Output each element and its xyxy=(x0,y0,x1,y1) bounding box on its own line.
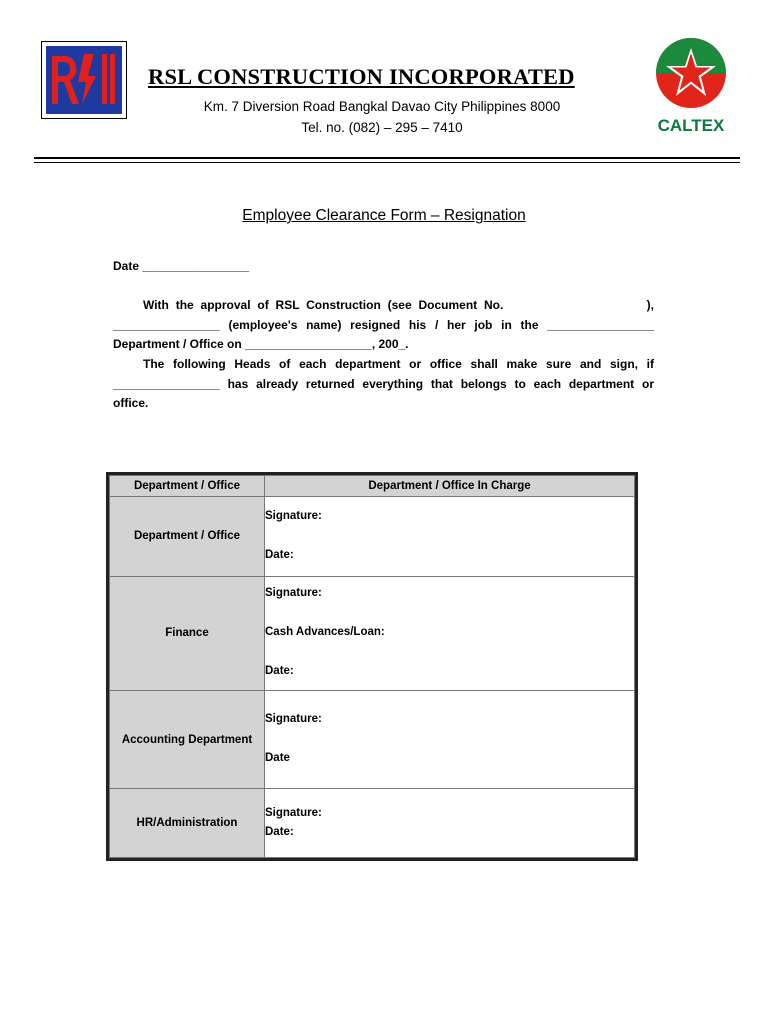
instructions-paragraph xyxy=(113,355,654,414)
department-cell: Finance xyxy=(110,576,265,690)
department-cell: HR/Administration xyxy=(110,789,265,858)
table-row xyxy=(110,690,635,789)
clearance-table xyxy=(106,472,638,861)
signature-label: Signature: xyxy=(265,510,322,523)
department-cell: Department / Office xyxy=(110,497,265,577)
table-row xyxy=(110,576,635,690)
paragraph-line: The following Heads of each department or office shall make sure and sign, if xyxy=(143,357,654,371)
signature-cell[interactable] xyxy=(265,497,635,577)
rsl-logo-icon xyxy=(41,41,127,119)
paragraph-line: Department / Office on ___________________, 200_. xyxy=(113,337,409,352)
company-address: Km. 7 Diversion Road Bangkal Davao City Philippines 8000 xyxy=(203,99,561,114)
signature-label: Signature: xyxy=(265,587,322,600)
date-field: Date ________________ xyxy=(113,259,250,273)
caltex-star-icon xyxy=(648,36,734,136)
paragraph-line: ________________ (employee's name) resigned his / her job in the ________________ xyxy=(113,317,654,332)
date-label: Date: xyxy=(265,665,294,678)
signature-cell[interactable] xyxy=(265,789,635,858)
signature-cell[interactable] xyxy=(265,690,635,789)
header-divider-thin xyxy=(34,162,740,163)
department-cell: Accounting Department xyxy=(110,690,265,789)
date-label: Date: xyxy=(265,549,294,562)
form-title: Employee Clearance Form – Resignation xyxy=(242,207,526,224)
date-label: Date xyxy=(265,752,290,765)
signature-label: Signature: xyxy=(265,713,322,726)
caltex-logo-text: CALTEX xyxy=(657,116,725,135)
company-name: RSL CONSTRUCTION INCORPORATED xyxy=(148,64,575,89)
table-row xyxy=(110,497,635,577)
date-label: Date: xyxy=(265,826,294,839)
column-header-department: Department / Office xyxy=(110,476,265,497)
header-divider-thick xyxy=(34,157,740,159)
caltex-logo xyxy=(648,36,734,136)
column-header-in-charge: Department / Office In Charge xyxy=(265,476,635,497)
table-row xyxy=(110,789,635,858)
company-telephone: Tel. no. (082) – 295 – 7410 xyxy=(301,120,463,135)
paragraph-line: With the approval of RSL Construction (see Document No. ), xyxy=(143,298,654,312)
cash-advances-label: Cash Advances/Loan: xyxy=(265,626,385,639)
paragraph-line: ________________ has already returned everything that belongs to each department or xyxy=(113,376,654,391)
approval-paragraph xyxy=(113,296,654,355)
paragraph-line: office. xyxy=(113,396,149,411)
signature-cell[interactable] xyxy=(265,576,635,690)
signature-label: Signature: xyxy=(265,806,322,819)
